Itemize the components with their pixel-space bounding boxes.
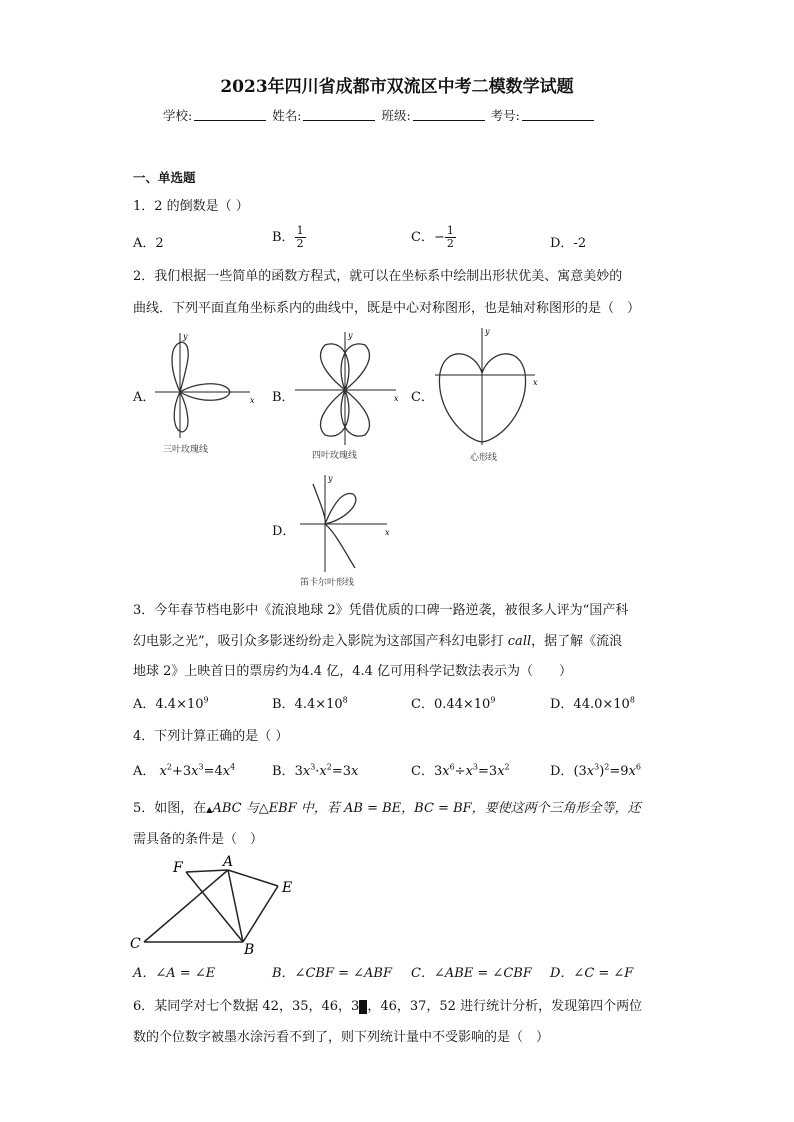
three-leaf-rose-figure	[150, 330, 260, 440]
name-label: 姓名:	[272, 108, 302, 123]
q5-option-c: C．∠ABE = ∠CBF	[411, 966, 532, 981]
q3-option-b: B．$4.4\times 10^8$	[272, 695, 348, 712]
q4-option-d: D．$(3x^3)^2=9x^6$	[550, 762, 641, 779]
svg-text:x: x	[394, 394, 399, 403]
q2-stem-line2: 曲线．下列平面直角坐标系内的曲线中，既是中心对称图形，也是轴对称图形的是（ ）	[133, 301, 641, 316]
exam-number-blank[interactable]	[522, 106, 594, 121]
q1-option-d: D．-2	[550, 236, 587, 251]
class-blank[interactable]	[413, 106, 485, 121]
q1-stem: 1．2 的倒数是（ ）	[133, 199, 249, 214]
exam-number-label: 考号:	[490, 108, 520, 123]
svg-text:x: x	[250, 396, 255, 405]
q4-stem: 4．下列计算正确的是（ ）	[133, 729, 289, 744]
name-blank[interactable]	[303, 106, 375, 121]
q5-option-b: B．∠CBF = ∠ABF	[272, 966, 392, 981]
q3-option-d: D．$44.0\times 10^8$	[550, 695, 635, 712]
student-info-line	[163, 106, 600, 124]
q4-option-b: B．$3x^3\cdot x^2=3x$	[272, 762, 359, 779]
svg-text:x: x	[533, 378, 538, 387]
caption-three-leaf-rose: 三叶玫瑰线	[163, 445, 209, 455]
q3-stem-line1: 3．今年春节档电影中《流浪地球 2》凭借优质的口碑一路逆袭，被很多人评为“国产科	[133, 603, 629, 618]
q1-option-b: B． $\frac{1}{2}$	[272, 224, 304, 250]
q5-stem-line2: 需具备的条件是（ ）	[133, 832, 264, 847]
four-leaf-rose-figure	[290, 330, 400, 445]
q3-option-a: A．$4.4\times 10^9$	[133, 695, 209, 712]
svg-text:x: x	[385, 528, 390, 537]
school-label: 学校:	[163, 108, 193, 123]
svg-text:y: y	[485, 327, 490, 336]
q2-option-d-label: D．	[272, 524, 296, 539]
q2-option-b-label: B．	[272, 390, 295, 405]
cardioid-figure	[430, 325, 545, 450]
point-c: C	[130, 936, 141, 952]
q5-option-a: A．∠A = ∠E	[133, 966, 216, 981]
q2-stem-line1: 2．我们根据一些简单的函数方程式，就可以在坐标系中绘制出形状优美、寓意美妙的	[133, 269, 623, 284]
school-blank[interactable]	[194, 106, 266, 121]
q5-option-d: D．∠C = ∠F	[550, 966, 634, 981]
caption-four-leaf-rose: 四叶玫瑰线	[312, 451, 358, 461]
svg-text:y: y	[328, 474, 333, 483]
triangle-figure	[128, 850, 303, 960]
q4-option-c: C．$3x^6\div x^3=3x^2$	[411, 762, 510, 779]
point-b: B	[244, 942, 255, 958]
q1-option-a: A．2	[133, 236, 164, 251]
point-e: E	[282, 880, 293, 896]
folium-of-descartes-figure	[295, 472, 395, 572]
q2-option-a-label: A．	[133, 390, 156, 405]
point-f: F	[173, 860, 183, 876]
q4-option-a: A． $x^2+3x^3=4x^4$	[133, 762, 236, 779]
point-a: A	[223, 854, 234, 870]
section-heading: 一、单选题	[133, 170, 196, 185]
q6-stem-line2: 数的个位数字被墨水涂污看不到了，则下列统计量中不受影响的是（ ）	[133, 1030, 550, 1045]
q3-stem-line3: 地球 2》上映首日的票房约为4.4 亿，4.4 亿可用科学记数法表示为（ ）	[133, 664, 573, 679]
caption-folium: 笛卡尔叶形线	[300, 578, 355, 588]
q5-stem-line1: 5．如图，在▲ABC 与△EBF 中，若 AB = BE，BC = BF，要使这两个三角形全等，还	[133, 801, 641, 816]
q2-option-c-label: C．	[411, 390, 434, 405]
exam-title: 2023年四川省成都市双流区中考二模数学试题	[220, 77, 574, 97]
caption-cardioid: 心形线	[470, 453, 498, 463]
q3-stem-line2: 幻电影之光”，吸引众多影迷纷纷走入影院为这部国产科幻电影打 call，据了解《流浪	[133, 634, 623, 649]
svg-text:y: y	[183, 332, 188, 341]
svg-text:y: y	[348, 331, 353, 340]
q3-option-c: C．$0.44\times 10^9$	[411, 695, 496, 712]
q6-stem-line1: 6．某同学对七个数据 42，35，46，3 ，46，37，52 进行统计分析，发现第四个两位	[133, 999, 643, 1014]
class-label: 班级:	[381, 108, 411, 123]
q1-option-c: C．− $\frac{1}{2}$	[411, 224, 454, 250]
